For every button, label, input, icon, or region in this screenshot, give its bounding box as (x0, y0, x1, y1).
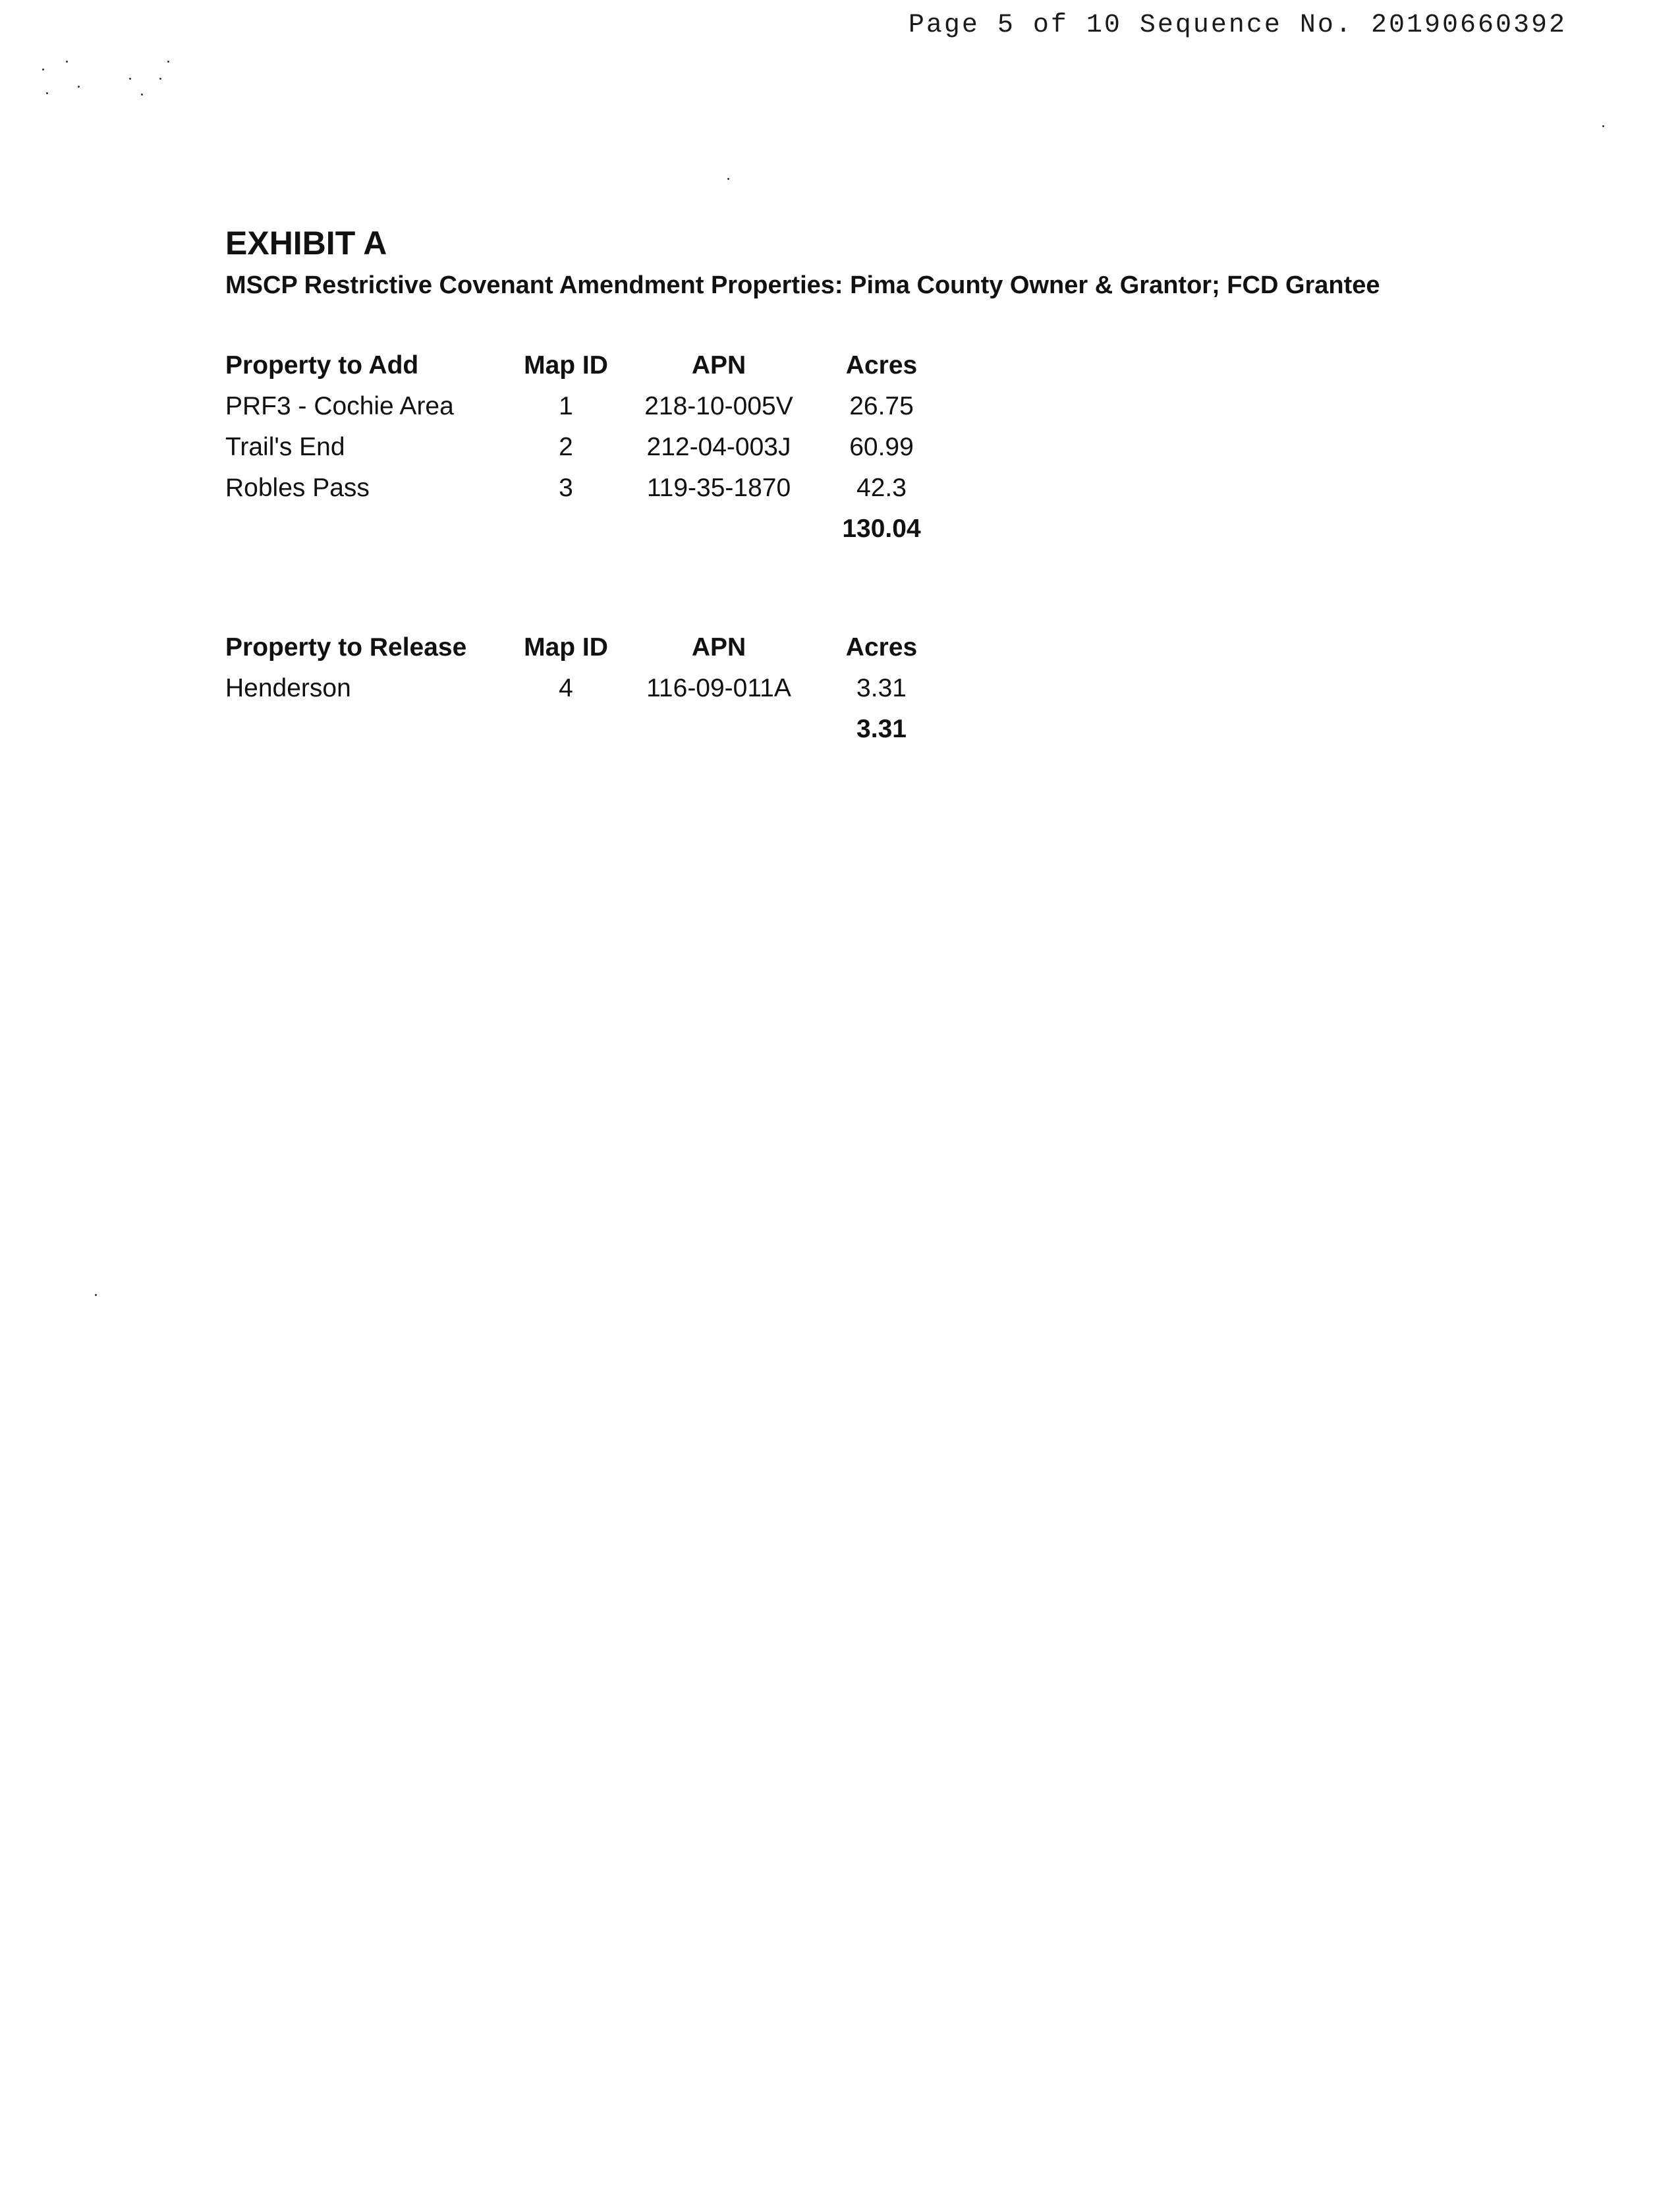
acres: 3.31 (856, 674, 907, 702)
map-id: 4 (559, 674, 573, 702)
header-property: Property to Add (225, 351, 419, 380)
empty-cell (506, 709, 626, 750)
acres: 60.99 (849, 433, 914, 461)
empty-cell (221, 509, 506, 549)
table-row (221, 468, 951, 509)
acres: 42.3 (856, 474, 907, 502)
property-name: Trail's End (225, 433, 345, 461)
property-to-release-table (221, 627, 951, 750)
total-acres: 130.04 (842, 515, 921, 543)
page-sequence-header: Page 5 of 10 Sequence No. 20190660392 (908, 11, 1567, 40)
header-apn: APN (691, 351, 746, 380)
apn: 218-10-005V (644, 392, 793, 420)
apn: 116-09-011A (646, 674, 791, 702)
table-total-row (221, 509, 951, 549)
apn: 119-35-1870 (646, 474, 791, 502)
empty-cell (506, 509, 626, 549)
table-row (221, 427, 951, 468)
map-id: 3 (559, 474, 573, 502)
empty-cell (221, 709, 506, 750)
apn: 212-04-003J (646, 433, 791, 461)
map-id: 2 (559, 433, 573, 461)
header-acres: Acres (845, 633, 918, 662)
total-acres: 3.31 (856, 715, 907, 743)
empty-cell (626, 709, 812, 750)
table-total-row (221, 709, 951, 750)
exhibit-title: EXHIBIT A (225, 225, 387, 262)
table-header-row (221, 627, 951, 668)
property-name: Henderson (225, 674, 351, 702)
table-row (221, 668, 951, 709)
acres: 26.75 (849, 392, 914, 420)
empty-cell (626, 509, 812, 549)
header-property: Property to Release (225, 633, 467, 662)
header-acres: Acres (845, 351, 918, 380)
table-header-row (221, 345, 951, 386)
map-id: 1 (559, 392, 573, 420)
exhibit-subtitle: MSCP Restrictive Covenant Amendment Properties: Pima County Owner & Grantor; FCD Grantee (225, 271, 1380, 299)
property-to-add-table (221, 345, 951, 549)
table-row (221, 386, 951, 427)
property-name: PRF3 - Cochie Area (225, 392, 454, 420)
header-apn: APN (691, 633, 746, 662)
header-map-id: Map ID (524, 351, 608, 380)
header-map-id: Map ID (524, 633, 608, 662)
property-name: Robles Pass (225, 474, 370, 502)
